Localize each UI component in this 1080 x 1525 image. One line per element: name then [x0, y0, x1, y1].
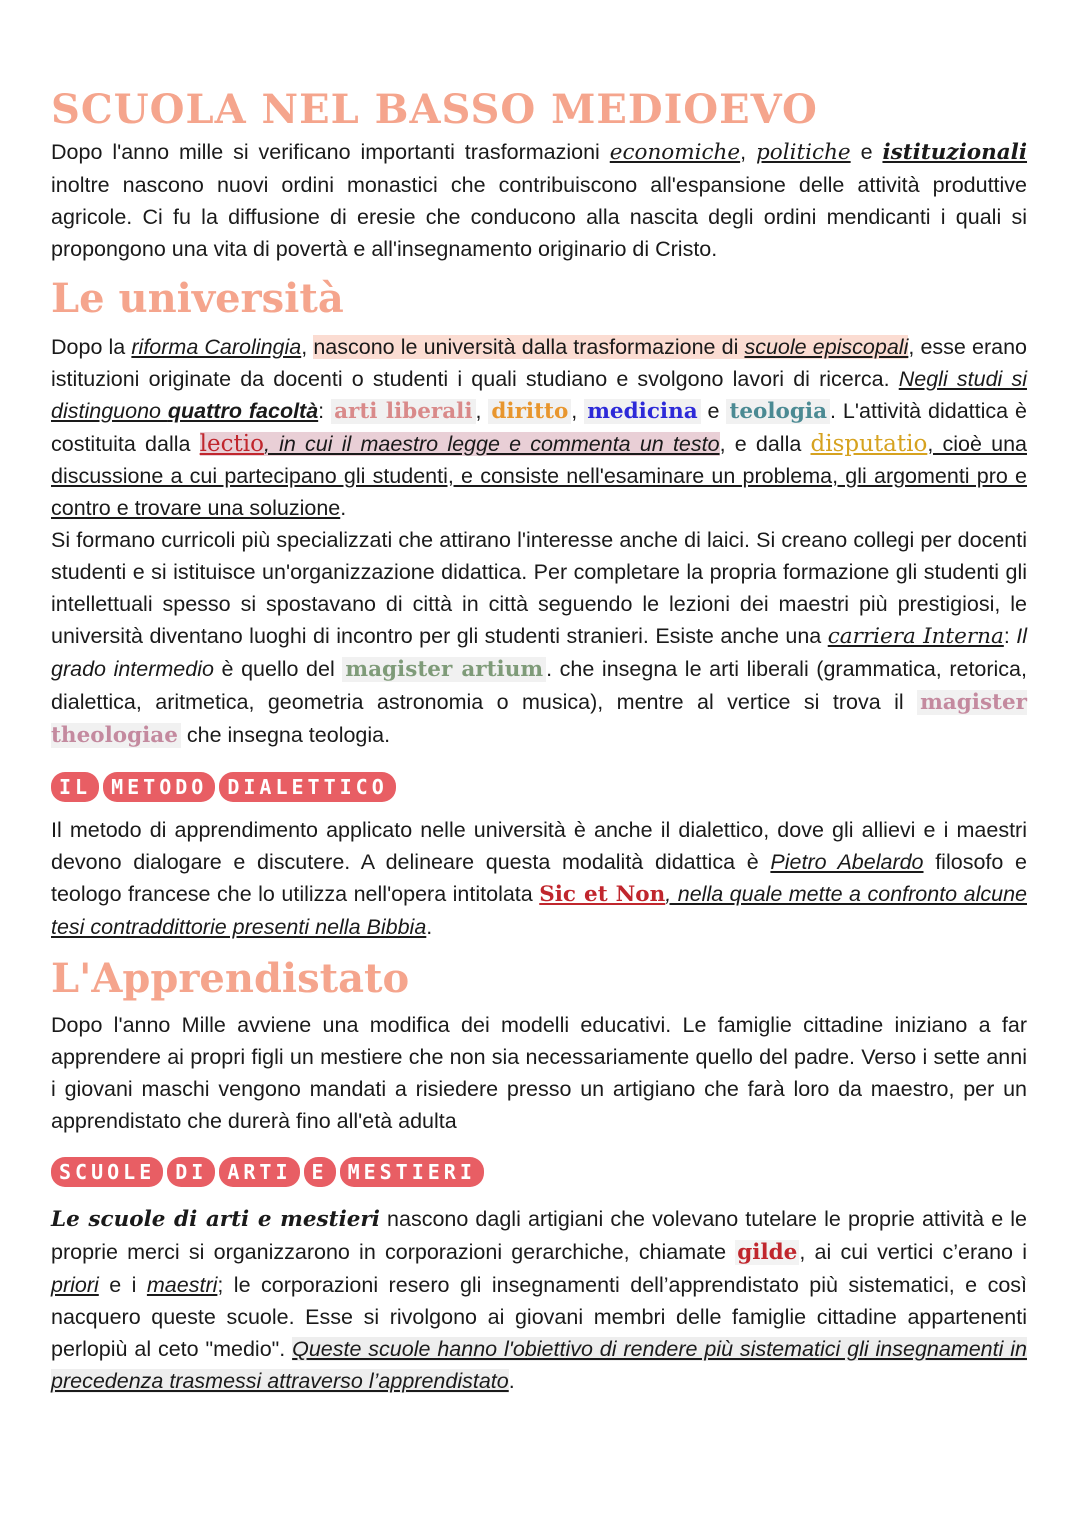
uni-colon: :: [318, 399, 332, 423]
term-disputatio: disputatio: [810, 431, 928, 457]
uni-sep-3: e: [700, 399, 727, 423]
universita-paragraph-1: [51, 331, 1027, 524]
term-magister-theologiae: magister theologiae: [51, 690, 1027, 748]
scuole-text-4: ; le corporazioni resero gli insegnamenti dell’apprendistato più sistematici, e così nacquero queste scuole. Esse si rivolgono ai giovani membri delle famiglie cittadine appartenenti perlopiù al ceto "medio".: [51, 1273, 1027, 1361]
heading-apprendistato: L'Apprendistato: [51, 955, 410, 1002]
faculty-arti-liberali: arti liberali: [331, 399, 475, 424]
intro-comma: ,: [740, 140, 757, 164]
term-lectio: lectio: [199, 431, 264, 457]
term-scuole-episcopali: scuole episcopali: [744, 335, 909, 359]
intro-text-2: inoltre nascono nuovi ordini monastici che contribuiscono all'espansione delle attività produttive agricole. Ci fu la diffusione di eresie che conducono alla nascita degli ordini mendicanti i quali si propongono una vita di povertà e all'insegnamento originario di Cristo.: [51, 173, 1027, 261]
uni-text-2: ,: [301, 335, 314, 359]
sic-et-non-description: , nella quale mette a confronto alcune tesi contraddittorie presenti nella Bibbia: [51, 882, 1027, 939]
uni2-text-2: è quello del: [213, 657, 343, 681]
heading-word-pill: DIALETTICO: [219, 772, 395, 802]
document-body: [51, 84, 1027, 1397]
heading-word-pill: IL: [51, 772, 99, 802]
scuole-text-2: , ai cui vertici c’erano i: [799, 1240, 1027, 1264]
term-carriera-interna: carriera Interna: [827, 624, 1004, 649]
heading-metodo-dialettico: [51, 772, 1027, 804]
uni2-text-4: che insegna teologia.: [180, 723, 391, 747]
term-grado-intermedio: Il grado intermedio: [51, 624, 1027, 681]
universita-paragraph-2: [51, 524, 1027, 752]
uni2-text-3: . che insegna le arti liberali (grammatica, retorica, dialettica, aritmetica, geometria astronomia o musica), mentre al vertice si trova il: [51, 657, 1027, 714]
term-pietro-abelardo: Pietro Abelardo: [770, 850, 924, 874]
intro-paragraph: [51, 136, 1027, 265]
uni-text-5: , e dalla: [719, 432, 811, 456]
term-maestri: maestri: [146, 1273, 218, 1297]
term-magister-artium: magister artium: [342, 657, 546, 682]
heading-word-pill: SCUOLE: [51, 1157, 163, 1187]
uni-sep-1: ,: [475, 399, 489, 423]
heading-universita: Le università: [51, 275, 344, 322]
term-economiche: economiche: [609, 140, 741, 165]
metodo-text-2: filosofo e teologo francese che lo utilizza nell'opera intitolata: [51, 850, 1027, 906]
page-title: SCUOLA NEL BASSO MEDIOEVO: [51, 86, 818, 133]
faculty-teologia: teologia: [726, 399, 830, 424]
metodo-paragraph: [51, 814, 1027, 943]
lectio-description: , in cui il maestro legge e commenta un testo: [263, 432, 720, 456]
term-quattro-facolta: quattro facoltà: [167, 399, 319, 423]
scuole-text-5: .: [508, 1369, 515, 1393]
heading-word-pill: METODO: [103, 772, 215, 802]
uni-text-1: Dopo la: [51, 335, 132, 359]
heading-word-pill: ARTI: [219, 1157, 299, 1187]
term-gilde: gilde: [737, 1240, 798, 1265]
metodo-text-1: Il metodo di apprendimento applicato nelle università è anche il dialettico, dove gli allievi e i maestri devono dialogare e discutere. A delineare questa modalità didattica è: [51, 818, 1027, 874]
scuole-arti-paragraph: [51, 1203, 1027, 1397]
faculty-diritto: diritto: [488, 399, 571, 424]
uni-text-3: , esse erano istituzioni originate da docenti o studenti i quali studiano e svolgono lavori di ricerca.: [51, 335, 1027, 391]
disputatio-description: , cioè una discussione a cui partecipano gli studenti, e consiste nell'esaminare un problema, gli argomenti pro e contro e trovare una soluzione: [51, 432, 1027, 520]
term-priori: priori: [51, 1273, 99, 1297]
intro-and: e: [850, 140, 883, 164]
term-politiche: politiche: [756, 140, 851, 165]
scuole-text-1: nascono dagli artigiani che volevano tutelare le proprie attività e le proprie merci si organizzarono in corporazioni gerarchiche, chiamate: [51, 1207, 1028, 1264]
uni-sep-2: ,: [571, 399, 585, 423]
highlight-lectio: [200, 432, 720, 456]
uni2-colon: :: [1003, 624, 1017, 648]
uni-text-4: . L'attività didattica è costituita dalla: [51, 399, 1027, 456]
heading-word-pill: E: [304, 1157, 336, 1187]
apprendistato-paragraph: Dopo l'anno Mille avviene una modifica dei modelli educativi. Le famiglie cittadine iniziano a far apprendere ai propri figli un mestiere che non sia necessariamente quello del padre. Verso i sette anni i giovani maschi vengono mandati a risiedere presso un artigiano che farà loro da maestro, per un apprendistato che durerà fino all'età adulta: [51, 1013, 1027, 1133]
heading-word-pill: MESTIERI: [340, 1157, 484, 1187]
scuole-text-3: e i: [98, 1273, 147, 1297]
uni-text-6: .: [340, 496, 347, 520]
term-scuole-arti-mestieri: Le scuole di arti e mestieri: [51, 1207, 380, 1232]
intro-text-1: Dopo l'anno mille si verificano importanti trasformazioni: [51, 140, 610, 164]
uni-facolta-intro: Negli studi si distinguono: [51, 367, 1027, 423]
term-riforma-carolingia: riforma Carolingia: [131, 335, 302, 359]
highlight-nascita-universita: [313, 335, 908, 359]
metodo-text-3: .: [426, 915, 433, 939]
heading-word-pill: DI: [167, 1157, 215, 1187]
faculty-medicina: medicina: [584, 399, 700, 424]
highlight-obiettivo: Queste scuole hanno l'obiettivo di rendere più sistematici gli insegnamenti in precedenza trasmessi attraverso l’apprendistato: [51, 1337, 1027, 1393]
heading-scuole-arti-mestieri: [51, 1157, 1027, 1189]
term-sic-et-non: Sic et Non: [539, 882, 666, 907]
term-istituzionali: istituzionali: [882, 140, 1028, 165]
uni-highlight-text: nascono le università dalla trasformazione di: [313, 335, 745, 359]
uni2-text-1: Si formano curricoli più specializzati che attirano l'interesse anche di laici. Si creano collegi per docenti studenti e si istituisce un'organizzazione didattica. Per completare la propria formazione gli studenti gli intellettuali spesso si spostavano di città in città seguendo le lezioni dei maestri più prestigiosi, le università diventano luoghi di incontro per gli studenti stranieri. Esiste anche una: [51, 528, 1027, 648]
